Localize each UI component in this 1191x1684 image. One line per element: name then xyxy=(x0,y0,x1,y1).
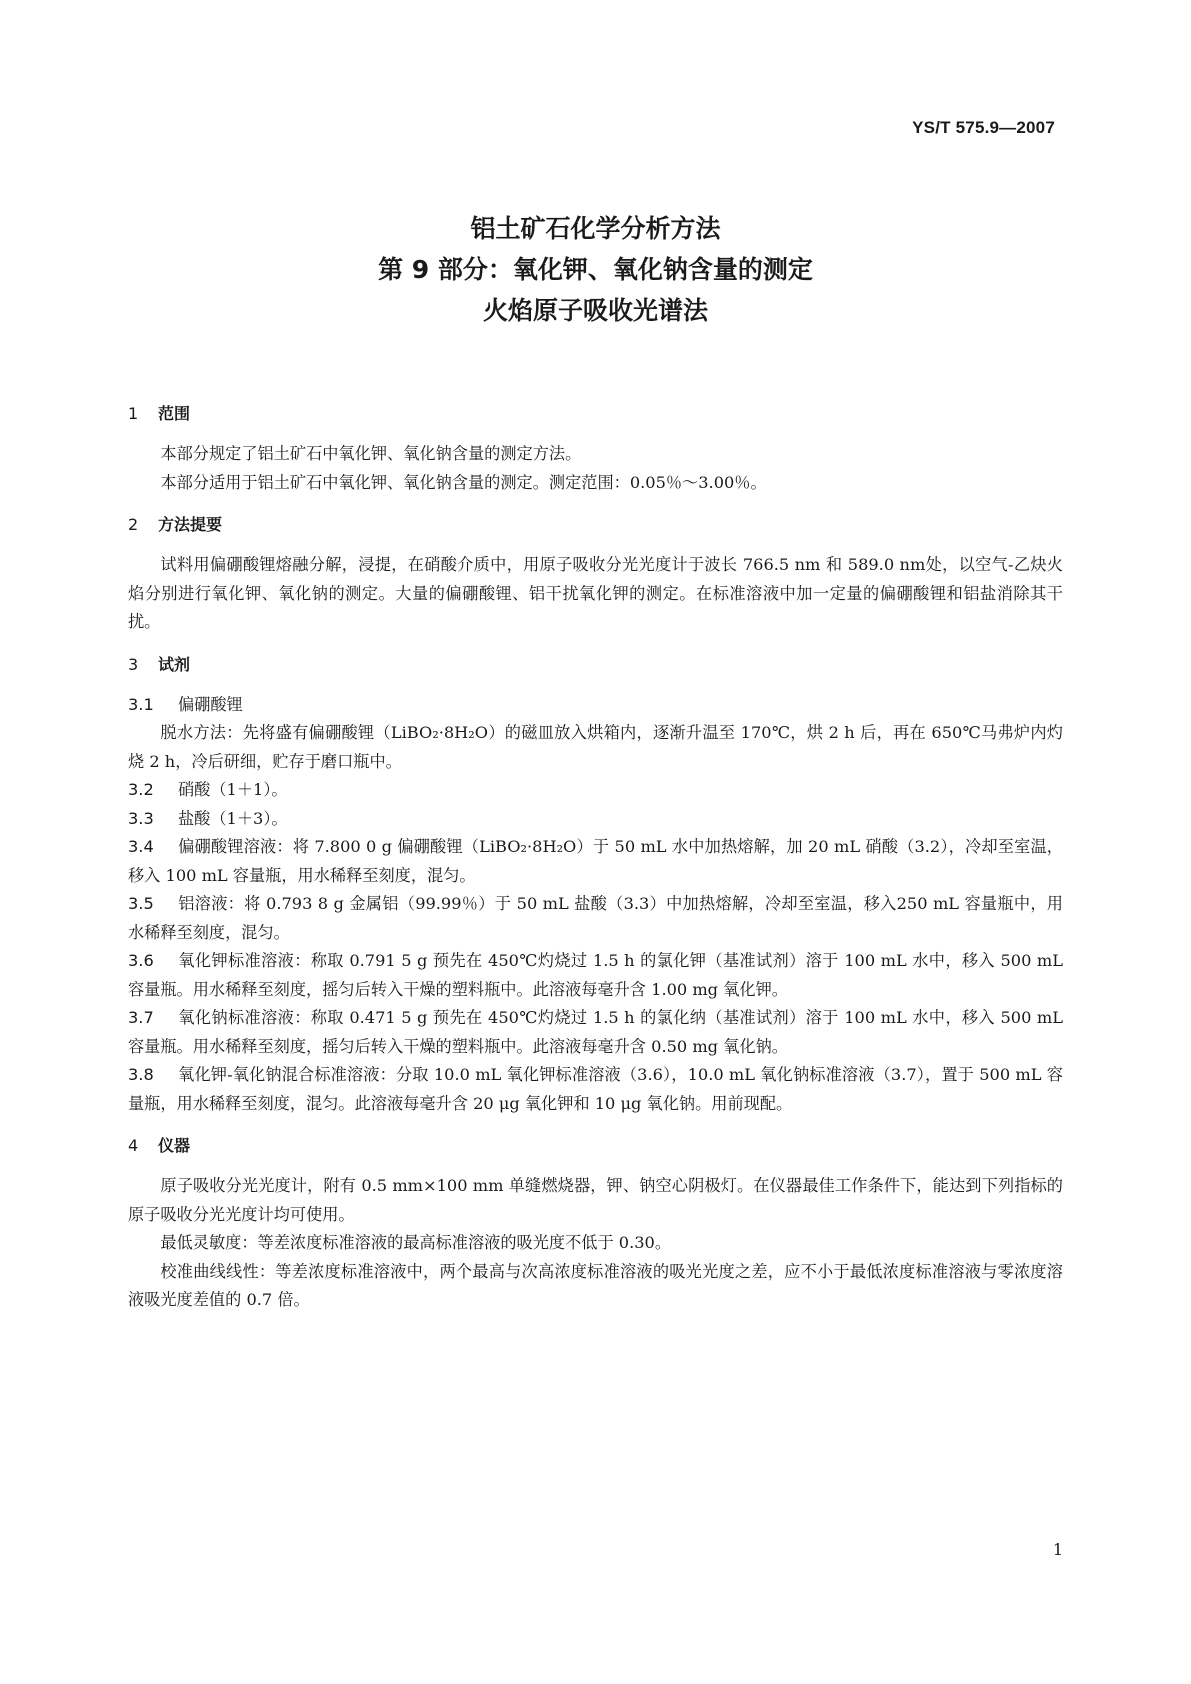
scope-paragraph-2: 本部分适用于铝土矿石中氧化钾、氧化钠含量的测定。测定范围：0.05％～3.00％。 xyxy=(160,472,767,492)
reagent-3-1 xyxy=(128,691,1063,720)
reagent-3-2 xyxy=(128,776,1063,805)
clause-number: 3.1 xyxy=(128,694,154,714)
title-line-3: 火焰原子吸收光谱法 xyxy=(482,296,708,325)
reagent-3-7 xyxy=(128,1004,1063,1061)
section-number: 1 xyxy=(128,404,139,423)
clause-number: 3.3 xyxy=(128,808,154,828)
clause-text: 氧化钾标准溶液：称取 0.791 5 g 预先在 450℃灼烧过 1.5 h 的氯化钾（基准试剂）溶于 100 mL 水中，移入 500 mL 容量瓶。用水稀释至刻度，摇匀后转入干燥的塑料瓶中。此溶液每毫升含 1.00 mg 氧化钾。 xyxy=(128,951,1063,999)
document-body xyxy=(128,400,1063,1315)
section-1-heading xyxy=(128,400,1063,428)
method-summary-paragraph: 试料用偏硼酸锂熔融分解，浸提，在硝酸介质中，用原子吸收分光光度计于波长 766.5 nm 和 589.0 nm处，以空气-乙炔火焰分别进行氧化钾、氧化钠的测定。大量的偏硼酸锂、铝干扰氧化钾的测定。在标准溶液中加一定量的偏硼酸锂和铝盐消除其干扰。 xyxy=(128,555,1063,631)
clause-number: 3.6 xyxy=(128,951,154,970)
apparatus-paragraph-3: 校准曲线线性：等差浓度标准溶液中，两个最高与次高浓度标准溶液的吸光光度之差，应不小于最低浓度标准溶液与零浓度溶液吸光度差值的 0.7 倍。 xyxy=(128,1261,1063,1309)
apparatus-paragraph-2: 最低灵敏度：等差浓度标准溶液的最高标准溶液的吸光度不低于 0.30。 xyxy=(160,1233,672,1252)
apparatus-paragraph-1: 原子吸收分光光度计，附有 0.5 mm×100 mm 单缝燃烧器，钾、钠空心阴极灯。在仪器最佳工作条件下，能达到下列指标的原子吸收分光光度计均可使用。 xyxy=(128,1176,1063,1224)
standard-code: YS/T 575.9—2007 xyxy=(912,118,1055,137)
section-title: 方法提要 xyxy=(158,515,223,534)
section-title: 范围 xyxy=(158,404,191,423)
clause-number: 3.2 xyxy=(128,780,154,799)
scope-paragraph-1: 本部分规定了铝土矿石中氧化钾、氧化钠含量的测定方法。 xyxy=(160,444,582,463)
section-4-heading xyxy=(128,1132,1063,1160)
clause-number: 3.8 xyxy=(128,1065,154,1084)
section-2-heading xyxy=(128,511,1063,539)
clause-text: 硝酸（1＋1）。 xyxy=(178,780,288,799)
section-title: 试剂 xyxy=(158,654,191,674)
reagent-3-6 xyxy=(128,947,1063,1004)
clause-number: 3.4 xyxy=(128,837,154,856)
title-line-2: 第 9 部分：氧化钾、氧化钠含量的测定 xyxy=(378,255,813,284)
document-title xyxy=(0,208,1191,331)
title-line-1: 铝土矿石化学分析方法 xyxy=(470,214,721,243)
reagent-3-8 xyxy=(128,1061,1063,1118)
clause-text: 偏硼酸锂溶液：将 7.800 0 g 偏硼酸锂（LiBO₂·8H₂O）于 50 mL 水中加热熔解，加 20 mL 硝酸（3.2），冷却至室温，移入 100 mL 容量瓶，用水稀释至刻度，混匀。 xyxy=(128,837,1063,885)
clause-text: 偏硼酸锂 xyxy=(178,694,243,714)
page-number: 1 xyxy=(1052,1540,1063,1559)
clause-text: 氧化钠标准溶液：称取 0.471 5 g 预先在 450℃灼烧过 1.5 h 的氯化纳（基准试剂）溶于 100 mL 水中，移入 500 mL 容量瓶。用水稀释至刻度，摇匀后转入干燥的塑料瓶中。此溶液每毫升含 0.50 mg 氧化钠。 xyxy=(128,1008,1063,1056)
clause-text: 盐酸（1＋3）。 xyxy=(178,808,288,828)
section-number: 2 xyxy=(128,515,139,534)
section-title: 仪器 xyxy=(158,1136,191,1155)
section-number: 3 xyxy=(128,654,139,674)
section-3-heading xyxy=(128,651,1063,679)
clause-text: 铝溶液：将 0.793 8 g 金属铝（99.99％）于 50 mL 盐酸（3.3）中加热熔解，冷却至室温，移入250 mL 容量瓶中，用水稀释至刻度，混匀。 xyxy=(128,894,1063,942)
clause-number: 3.5 xyxy=(128,894,154,913)
reagent-3-3 xyxy=(128,805,1063,834)
clause-number: 3.7 xyxy=(128,1008,154,1027)
reagent-3-4 xyxy=(128,833,1063,890)
reagent-3-5 xyxy=(128,890,1063,947)
clause-text: 氧化钾-氧化钠混合标准溶液：分取 10.0 mL 氧化钾标准溶液（3.6），10.0 mL 氧化钠标准溶液（3.7），置于 500 mL 容量瓶，用水稀释至刻度，混匀。此溶液每毫升含 20 μg 氧化钾和 10 μg 氧化钠。用前现配。 xyxy=(128,1065,1063,1113)
section-number: 4 xyxy=(128,1136,139,1155)
reagent-3-1-detail: 脱水方法：先将盛有偏硼酸锂（LiBO₂·8H₂O）的磁皿放入烘箱内，逐渐升温至 170℃，烘 2 h 后，再在 650℃马弗炉内灼烧 2 h，冷后研细，贮存于磨口瓶中。 xyxy=(128,723,1063,771)
